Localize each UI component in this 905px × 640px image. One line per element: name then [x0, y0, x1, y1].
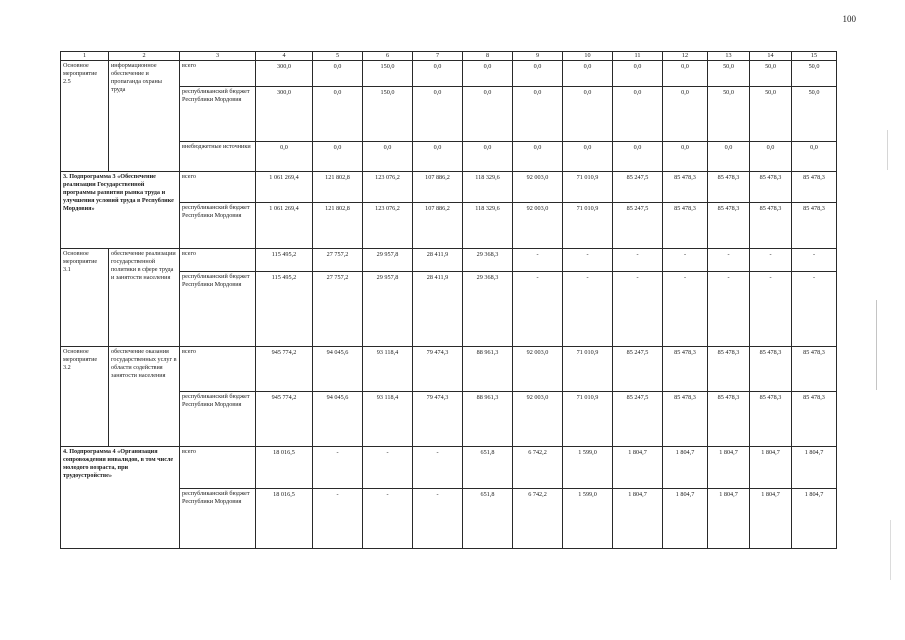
- column-number: 3: [180, 52, 256, 61]
- column-number: 12: [663, 52, 708, 61]
- amount-cell: 0,0: [563, 142, 613, 172]
- amount-cell: 85 478,3: [750, 172, 792, 203]
- amount-cell: 0,0: [563, 61, 613, 87]
- amount-cell: 0,0: [563, 87, 613, 142]
- scan-artifact: [887, 130, 888, 170]
- amount-cell: 92 003,0: [513, 392, 563, 447]
- amount-cell: 50,0: [792, 61, 837, 87]
- amount-cell: 107 886,2: [413, 203, 463, 249]
- amount-cell: 50,0: [750, 61, 792, 87]
- column-number: 11: [613, 52, 663, 61]
- amount-cell: 71 010,9: [563, 392, 613, 447]
- column-number: 6: [363, 52, 413, 61]
- amount-cell: 0,0: [463, 142, 513, 172]
- amount-cell: 85 247,5: [613, 203, 663, 249]
- amount-cell: 28 411,9: [413, 249, 463, 272]
- amount-cell: 1 599,0: [563, 489, 613, 549]
- column-number: 1: [61, 52, 109, 61]
- amount-cell: 92 003,0: [513, 347, 563, 392]
- amount-cell: 0,0: [363, 142, 413, 172]
- amount-cell: -: [750, 272, 792, 347]
- amount-cell: 0,0: [313, 87, 363, 142]
- funding-source: внебюджетные источники: [180, 142, 256, 172]
- amount-cell: -: [792, 272, 837, 347]
- amount-cell: -: [613, 249, 663, 272]
- column-number: 13: [708, 52, 750, 61]
- amount-cell: 85 478,3: [792, 172, 837, 203]
- funding-source: республиканский бюджет Республики Мордовия: [180, 87, 256, 142]
- column-number: 9: [513, 52, 563, 61]
- amount-cell: -: [663, 249, 708, 272]
- amount-cell: 118 329,6: [463, 172, 513, 203]
- amount-cell: 93 118,4: [363, 392, 413, 447]
- amount-cell: 0,0: [463, 61, 513, 87]
- amount-cell: 0,0: [513, 61, 563, 87]
- amount-cell: 27 757,2: [313, 249, 363, 272]
- amount-cell: 1 804,7: [613, 447, 663, 489]
- amount-cell: 29 368,3: [463, 249, 513, 272]
- amount-cell: -: [563, 272, 613, 347]
- event-description: обеспечение реализации государственной политики в сфере труда и занятости населения: [109, 249, 180, 347]
- amount-cell: 651,8: [463, 489, 513, 549]
- amount-cell: 1 061 269,4: [256, 172, 313, 203]
- amount-cell: 18 016,5: [256, 489, 313, 549]
- amount-cell: -: [513, 249, 563, 272]
- amount-cell: -: [363, 489, 413, 549]
- amount-cell: 115 495,2: [256, 249, 313, 272]
- amount-cell: 1 804,7: [792, 447, 837, 489]
- amount-cell: 1 804,7: [792, 489, 837, 549]
- column-number: 14: [750, 52, 792, 61]
- amount-cell: 1 804,7: [750, 489, 792, 549]
- amount-cell: 94 045,6: [313, 392, 363, 447]
- amount-cell: 85 478,3: [663, 203, 708, 249]
- amount-cell: 85 478,3: [792, 392, 837, 447]
- amount-cell: 1 804,7: [613, 489, 663, 549]
- amount-cell: 79 474,3: [413, 347, 463, 392]
- amount-cell: 85 478,3: [708, 203, 750, 249]
- amount-cell: -: [563, 249, 613, 272]
- amount-cell: 6 742,2: [513, 447, 563, 489]
- amount-cell: 50,0: [750, 87, 792, 142]
- amount-cell: 1 804,7: [663, 489, 708, 549]
- amount-cell: 18 016,5: [256, 447, 313, 489]
- amount-cell: 85 247,5: [613, 347, 663, 392]
- amount-cell: 71 010,9: [563, 347, 613, 392]
- column-number: 2: [109, 52, 180, 61]
- amount-cell: 94 045,6: [313, 347, 363, 392]
- amount-cell: 50,0: [708, 61, 750, 87]
- amount-cell: 0,0: [613, 87, 663, 142]
- amount-cell: 0,0: [613, 61, 663, 87]
- funding-source: республиканский бюджет Республики Мордовия: [180, 392, 256, 447]
- amount-cell: 0,0: [792, 142, 837, 172]
- table-row: [61, 172, 837, 203]
- amount-cell: 1 804,7: [750, 447, 792, 489]
- amount-cell: 0,0: [313, 61, 363, 87]
- amount-cell: 0,0: [750, 142, 792, 172]
- amount-cell: 150,0: [363, 61, 413, 87]
- amount-cell: 945 774,2: [256, 392, 313, 447]
- amount-cell: 6 742,2: [513, 489, 563, 549]
- amount-cell: 1 804,7: [663, 447, 708, 489]
- amount-cell: 50,0: [792, 87, 837, 142]
- amount-cell: 85 478,3: [750, 203, 792, 249]
- funding-source: всего: [180, 347, 256, 392]
- amount-cell: 123 076,2: [363, 172, 413, 203]
- column-number: 10: [563, 52, 613, 61]
- amount-cell: 0,0: [613, 142, 663, 172]
- amount-cell: 93 118,4: [363, 347, 413, 392]
- amount-cell: 0,0: [463, 87, 513, 142]
- amount-cell: 71 010,9: [563, 172, 613, 203]
- funding-source: республиканский бюджет Республики Мордовия: [180, 203, 256, 249]
- amount-cell: -: [613, 272, 663, 347]
- amount-cell: 79 474,3: [413, 392, 463, 447]
- amount-cell: 0,0: [513, 142, 563, 172]
- column-number: 15: [792, 52, 837, 61]
- event-number: Основное мероприятие 2.5: [61, 61, 109, 172]
- amount-cell: 0,0: [413, 61, 463, 87]
- column-number: 8: [463, 52, 513, 61]
- amount-cell: 118 329,6: [463, 203, 513, 249]
- amount-cell: 0,0: [663, 142, 708, 172]
- funding-source: республиканский бюджет Республики Мордовия: [180, 272, 256, 347]
- amount-cell: 107 886,2: [413, 172, 463, 203]
- amount-cell: 27 757,2: [313, 272, 363, 347]
- amount-cell: -: [363, 447, 413, 489]
- amount-cell: 300,0: [256, 61, 313, 87]
- amount-cell: 85 478,3: [708, 392, 750, 447]
- amount-cell: 85 478,3: [663, 392, 708, 447]
- funding-source: всего: [180, 447, 256, 489]
- amount-cell: 1 804,7: [708, 489, 750, 549]
- event-description: информационное обеспечение и пропаганда охраны труда: [109, 61, 180, 172]
- amount-cell: 0,0: [413, 142, 463, 172]
- amount-cell: 85 478,3: [663, 347, 708, 392]
- subprogram-title: 3. Подпрограмма 3 «Обеспечение реализации Государственной программы развития рынка труда и улучшения условий труда в Республике Мордовия»: [61, 172, 180, 249]
- amount-cell: 85 478,3: [750, 347, 792, 392]
- amount-cell: 0,0: [708, 142, 750, 172]
- event-number: Основное мероприятие 3.1: [61, 249, 109, 347]
- amount-cell: -: [313, 447, 363, 489]
- column-number: 7: [413, 52, 463, 61]
- funding-source: всего: [180, 61, 256, 87]
- amount-cell: 121 802,8: [313, 172, 363, 203]
- amount-cell: 85 478,3: [708, 172, 750, 203]
- amount-cell: 29 368,3: [463, 272, 513, 347]
- amount-cell: 29 957,8: [363, 272, 413, 347]
- amount-cell: -: [413, 447, 463, 489]
- amount-cell: -: [413, 489, 463, 549]
- column-number-row: [61, 52, 837, 61]
- amount-cell: 150,0: [363, 87, 413, 142]
- amount-cell: 0,0: [513, 87, 563, 142]
- table-row: [61, 249, 837, 272]
- amount-cell: -: [708, 249, 750, 272]
- amount-cell: 0,0: [663, 61, 708, 87]
- table-row: [61, 61, 837, 87]
- amount-cell: 1 599,0: [563, 447, 613, 489]
- amount-cell: 85 478,3: [750, 392, 792, 447]
- column-number: 4: [256, 52, 313, 61]
- amount-cell: 85 478,3: [708, 347, 750, 392]
- amount-cell: 0,0: [663, 87, 708, 142]
- amount-cell: 85 478,3: [792, 347, 837, 392]
- amount-cell: 300,0: [256, 87, 313, 142]
- amount-cell: 50,0: [708, 87, 750, 142]
- funding-source: всего: [180, 249, 256, 272]
- amount-cell: -: [792, 249, 837, 272]
- amount-cell: 88 961,3: [463, 392, 513, 447]
- amount-cell: -: [313, 489, 363, 549]
- amount-cell: 1 061 269,4: [256, 203, 313, 249]
- column-number: 5: [313, 52, 363, 61]
- amount-cell: 28 411,9: [413, 272, 463, 347]
- amount-cell: 0,0: [256, 142, 313, 172]
- amount-cell: -: [663, 272, 708, 347]
- subprogram-title: 4. Подпрограмма 4 «Организация сопровождения инвалидов, в том числе молодого возраста, при трудоустройстве»: [61, 447, 180, 549]
- budget-table: [60, 51, 837, 549]
- table-row: [61, 447, 837, 489]
- amount-cell: 0,0: [313, 142, 363, 172]
- amount-cell: 85 247,5: [613, 392, 663, 447]
- amount-cell: 92 003,0: [513, 203, 563, 249]
- funding-source: республиканский бюджет Республики Мордовия: [180, 489, 256, 549]
- amount-cell: 1 804,7: [708, 447, 750, 489]
- scan-artifact: [890, 520, 891, 580]
- amount-cell: 651,8: [463, 447, 513, 489]
- event-number: Основное мероприятие 3.2: [61, 347, 109, 447]
- amount-cell: 0,0: [413, 87, 463, 142]
- amount-cell: 71 010,9: [563, 203, 613, 249]
- amount-cell: 88 961,3: [463, 347, 513, 392]
- amount-cell: 121 802,8: [313, 203, 363, 249]
- amount-cell: -: [513, 272, 563, 347]
- amount-cell: -: [750, 249, 792, 272]
- amount-cell: 123 076,2: [363, 203, 413, 249]
- event-description: обеспечение оказания государственных услуг в области содействия занятости населения: [109, 347, 180, 447]
- amount-cell: 85 247,5: [613, 172, 663, 203]
- amount-cell: 29 957,8: [363, 249, 413, 272]
- amount-cell: 85 478,3: [663, 172, 708, 203]
- amount-cell: -: [708, 272, 750, 347]
- amount-cell: 945 774,2: [256, 347, 313, 392]
- table-row: [61, 347, 837, 392]
- scan-artifact: [876, 300, 877, 390]
- amount-cell: 85 478,3: [792, 203, 837, 249]
- amount-cell: 92 003,0: [513, 172, 563, 203]
- funding-source: всего: [180, 172, 256, 203]
- page-number: 100: [842, 14, 856, 24]
- amount-cell: 115 495,2: [256, 272, 313, 347]
